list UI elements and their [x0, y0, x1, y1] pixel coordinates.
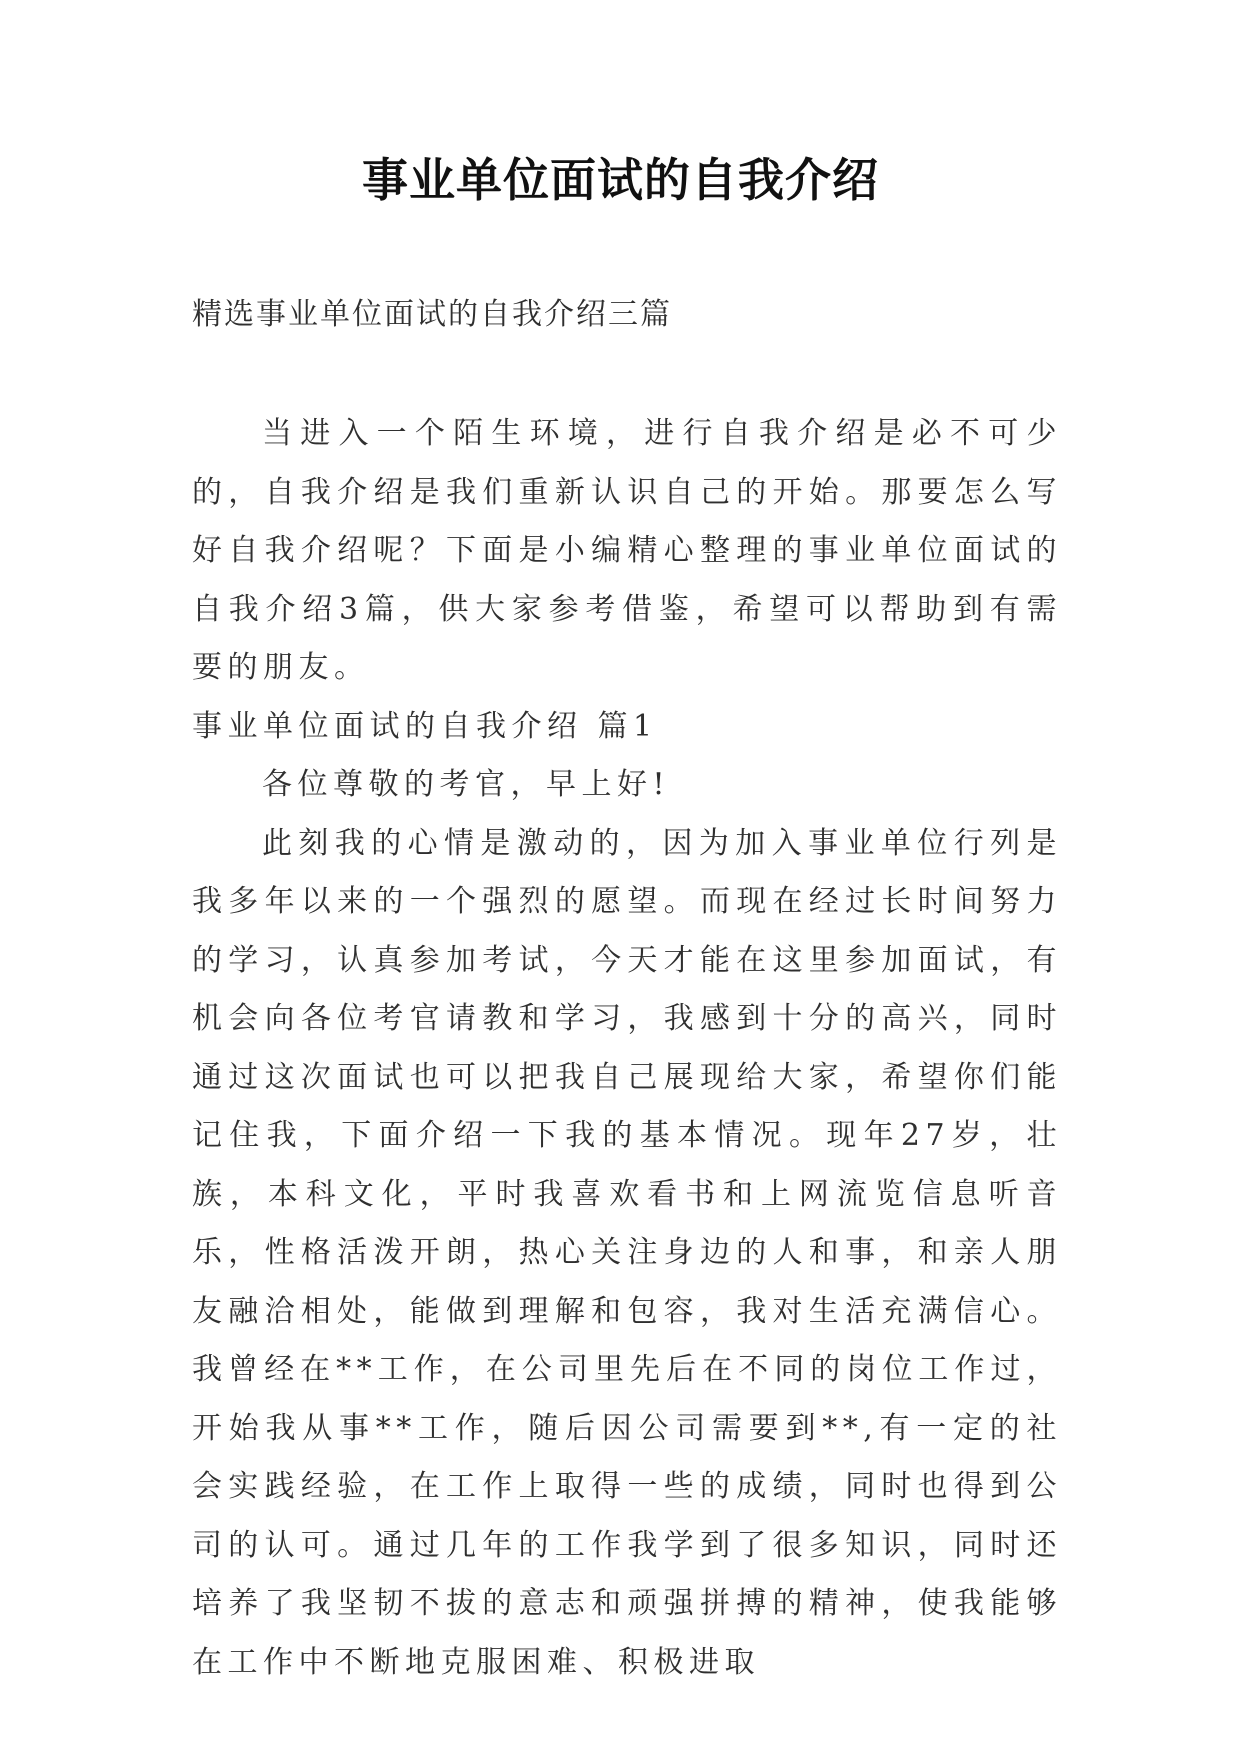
document-body	[192, 405, 1062, 1692]
document-title: 事业单位面试的自我介绍	[362, 153, 879, 207]
intro-paragraph: 当进入一个陌生环境，进行自我介绍是必不可少的，自我介绍是我们重新认识自己的开始。那要怎么写好自我介绍呢？下面是小编精心整理的事业单位面试的自我介绍3篇，供大家参考借鉴，希望可以帮助到有需要的朋友。	[192, 416, 1062, 685]
section-heading: 事业单位面试的自我介绍 篇1	[192, 708, 658, 744]
greeting-paragraph: 各位尊敬的考官，早上好!	[262, 767, 671, 802]
main-paragraph: 此刻我的心情是激动的，因为加入事业单位行列是我多年以来的一个强烈的愿望。而现在经过长时间努力的学习，认真参加考试，今天才能在这里参加面试，有机会向各位考官请教和学习，我感到十分的高兴，同时通过这次面试也可以把我自己展现给大家，希望你们能记住我，下面介绍一下我的基本情况。现年27岁，壮族，本科文化，平时我喜欢看书和上网流览信息听音乐，性格活泼开朗，热心关注身边的人和事，和亲人朋友融洽相处，能做到理解和包容，我对生活充满信心。我曾经在**工作，在公司里先后在不同的岗位工作过，开始我从事**工作，随后因公司需要到**,有一定的社会实践经验，在工作上取得一些的成绩，同时也得到公司的认可。通过几年的工作我学到了很多知识，同时还培养了我坚韧不拔的意志和顽强拼搏的精神，使我能够在工作中不断地克服困难、积极进取	[192, 825, 1062, 1680]
document-subtitle: 精选事业单位面试的自我介绍三篇	[192, 297, 672, 332]
